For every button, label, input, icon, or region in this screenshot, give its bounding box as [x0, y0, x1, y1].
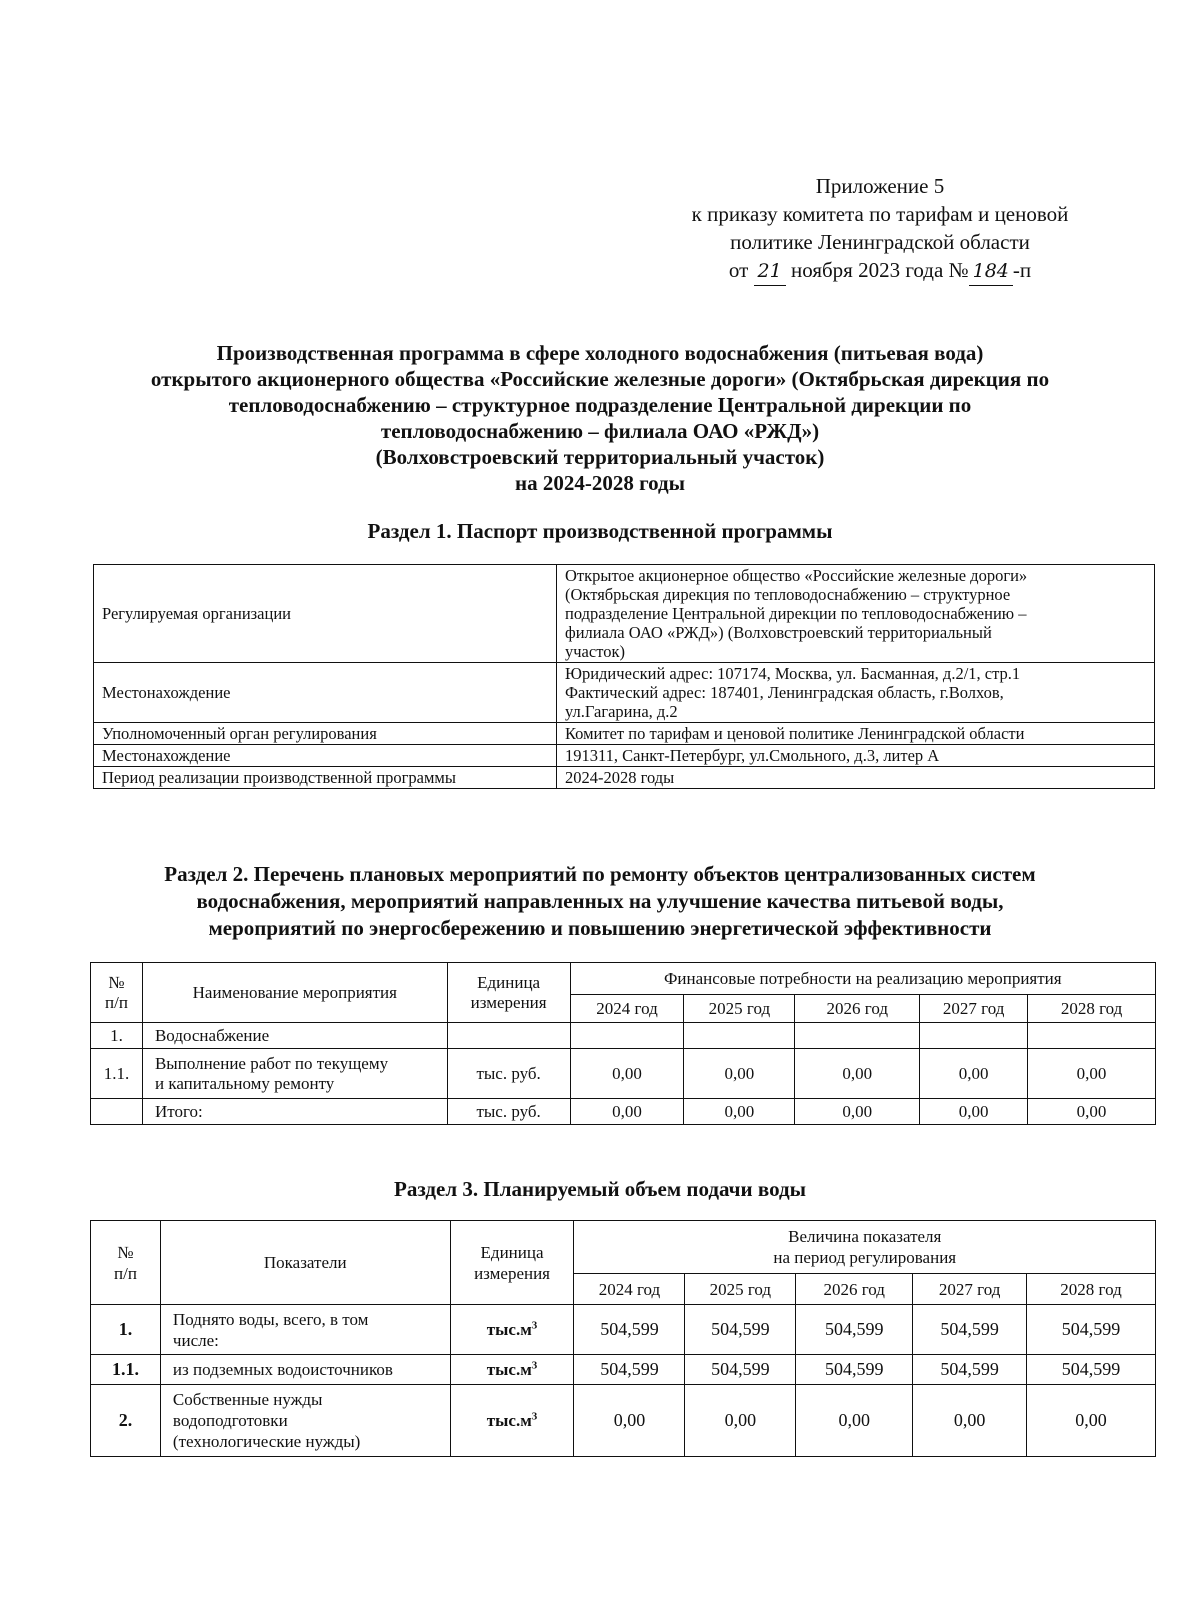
row-unit [450, 1385, 574, 1457]
appendix-line-1: Приложение 5 [815, 174, 945, 198]
row-num: 2. [91, 1385, 161, 1457]
row-value: 504,599 [913, 1305, 1027, 1355]
unit-sup: 3 [531, 1319, 538, 1332]
row-value: 504,599 [685, 1355, 796, 1385]
name-line: водоподготовки [172, 1411, 288, 1430]
header-year: 2025 год [685, 1274, 796, 1305]
header-text: Величина показателя [788, 1227, 942, 1246]
row-value: 0,00 [796, 1385, 913, 1457]
unit-sup: 3 [531, 1359, 538, 1372]
passport-value: Комитет по тарифам и ценовой политике Ленинградской области [557, 723, 1155, 745]
row-value: 0,00 [795, 1099, 920, 1125]
name-line: Выполнение работ по текущему [154, 1053, 389, 1073]
passport-key: Период реализации производственной программы [94, 767, 557, 789]
header-finance: Финансовые потребности на реализацию мероприятия [570, 963, 1155, 995]
header-num [91, 1221, 161, 1305]
row-unit: тыс. руб. [447, 1099, 570, 1125]
header-text: п/п [114, 1263, 137, 1283]
header-name: Наименование мероприятия [142, 963, 447, 1023]
table-row [91, 1099, 1156, 1125]
row-value: 504,599 [1027, 1305, 1156, 1355]
row-value: 0,00 [1028, 1099, 1156, 1125]
passport-table [93, 564, 1155, 789]
header-year: 2026 год [795, 995, 920, 1023]
value-line: Открытое акционерное общество «Российские железные дороги» [565, 566, 1028, 585]
title-line: (Волховстроевский территориальный участок) [375, 445, 825, 469]
row-value [684, 1023, 795, 1049]
name-line: Собственные нужды [172, 1390, 323, 1409]
date-middle: ноября 2023 года № [790, 258, 969, 282]
section2-heading [60, 861, 1140, 942]
appendix-line-2: к приказу комитета по тарифам и ценовой [691, 202, 1069, 226]
row-name: из подземных водоисточников [160, 1355, 450, 1385]
header-year: 2027 год [913, 1274, 1027, 1305]
row-value: 0,00 [684, 1099, 795, 1125]
header-text: п/п [105, 992, 128, 1012]
unit-text: тыс.м [486, 1411, 532, 1430]
row-unit [447, 1023, 570, 1049]
value-line: ул.Гагарина, д.2 [565, 702, 678, 721]
row-value [795, 1023, 920, 1049]
header-text: на период регулирования [773, 1248, 957, 1267]
header-year: 2024 год [574, 1274, 685, 1305]
table-row [94, 745, 1155, 767]
row-value: 0,00 [570, 1049, 684, 1099]
value-line: участок) [565, 642, 625, 661]
table-row [94, 565, 1155, 663]
row-value: 0,00 [795, 1049, 920, 1099]
appendix-date-line [640, 256, 1120, 286]
row-name [142, 1049, 447, 1099]
handwritten-day: 21 [754, 257, 786, 286]
header-value [574, 1221, 1156, 1274]
header-unit [447, 963, 570, 1023]
header-year: 2027 год [920, 995, 1028, 1023]
row-name: Водоснабжение [142, 1023, 447, 1049]
header-name: Показатели [160, 1221, 450, 1305]
handwritten-number: 184 [969, 257, 1013, 286]
row-num [91, 1099, 143, 1125]
table-header-row [91, 963, 1156, 995]
row-value: 504,599 [796, 1305, 913, 1355]
table-row [91, 1355, 1156, 1385]
header-year: 2028 год [1028, 995, 1156, 1023]
table-header-row [91, 1221, 1156, 1274]
name-line: Поднято воды, всего, в том [172, 1309, 369, 1329]
row-name: Итого: [142, 1099, 447, 1125]
row-value [920, 1023, 1028, 1049]
row-num: 1. [91, 1305, 161, 1355]
section3-heading: Раздел 3. Планируемый объем подачи воды [394, 1177, 806, 1201]
passport-value [557, 663, 1155, 723]
passport-key: Местонахождение [94, 745, 557, 767]
header-text: № [108, 972, 125, 992]
row-value: 504,599 [574, 1355, 685, 1385]
passport-key: Регулируемая организации [94, 565, 557, 663]
row-num: 1.1. [91, 1355, 161, 1385]
row-value: 0,00 [1027, 1385, 1156, 1457]
water-supply-table [90, 1220, 1156, 1457]
heading-line: мероприятий по энергосбережению и повышению энергетической эффективности [208, 916, 992, 940]
passport-key: Уполномоченный орган регулирования [94, 723, 557, 745]
passport-value: 191311, Санкт-Петербург, ул.Смольного, д.3, литер А [557, 745, 1155, 767]
passport-value: 2024-2028 годы [557, 767, 1155, 789]
row-value: 0,00 [913, 1385, 1027, 1457]
value-line: подразделение Центральной дирекции по тепловодоснабжению – [565, 604, 1027, 623]
table-row [91, 1305, 1156, 1355]
header-year: 2028 год [1027, 1274, 1156, 1305]
header-year: 2025 год [684, 995, 795, 1023]
value-line: (Октябрьская дирекция по тепловодоснабжению – структурное [565, 585, 1011, 604]
heading-line: водоснабжения, мероприятий направленных на улучшение качества питьевой воды, [196, 889, 1004, 913]
header-text: измерения [474, 1263, 550, 1283]
table-row [94, 767, 1155, 789]
title-line: на 2024-2028 годы [514, 471, 686, 495]
row-unit [450, 1355, 574, 1385]
title-line: Производственная программа в сфере холодного водоснабжения (питьевая вода) [216, 341, 984, 365]
value-line: филиала ОАО «РЖД») (Волховстроевский территориальный [565, 623, 992, 642]
row-name [160, 1385, 450, 1457]
table-row [94, 723, 1155, 745]
header-text: измерения [470, 992, 547, 1012]
row-num: 1. [91, 1023, 143, 1049]
title-line: тепловодоснабжению – структурное подразделение Центральной дирекции по [228, 393, 972, 417]
header-year: 2024 год [570, 995, 684, 1023]
heading-line: Раздел 2. Перечень плановых мероприятий по ремонту объектов централизованных систем [164, 862, 1036, 886]
row-value: 0,00 [570, 1099, 684, 1125]
title-line: тепловодоснабжению – филиала ОАО «РЖД») [380, 419, 820, 443]
row-value: 504,599 [1027, 1355, 1156, 1385]
title-line: открытого акционерного общества «Российские железные дороги» (Октябрьская дирекция по [150, 367, 1050, 391]
row-value: 0,00 [684, 1049, 795, 1099]
row-value: 504,599 [913, 1355, 1027, 1385]
header-text: Единица [480, 1242, 544, 1262]
row-value [570, 1023, 684, 1049]
section1-heading: Раздел 1. Паспорт производственной программы [367, 519, 833, 543]
document-title [60, 340, 1140, 496]
table-row [91, 1023, 1156, 1049]
table-row [91, 1385, 1156, 1457]
row-value: 0,00 [920, 1099, 1028, 1125]
number-suffix: -п [1012, 258, 1032, 282]
passport-value [557, 565, 1155, 663]
appendix-header [640, 172, 1120, 286]
value-line: Фактический адрес: 187401, Ленинградская область, г.Волхов, [565, 683, 1004, 702]
header-unit [450, 1221, 574, 1305]
value-line: Юридический адрес: 107174, Москва, ул. Басманная, д.2/1, стр.1 [565, 664, 1021, 683]
unit-text: тыс.м [486, 1360, 532, 1379]
row-value: 0,00 [574, 1385, 685, 1457]
row-value: 0,00 [685, 1385, 796, 1457]
unit-sup: 3 [531, 1410, 538, 1423]
date-prefix: от [728, 258, 749, 282]
name-line: (технологические нужды) [172, 1432, 361, 1451]
name-line: и капитальному ремонту [154, 1073, 335, 1093]
row-value: 0,00 [1028, 1049, 1156, 1099]
row-value [1028, 1023, 1156, 1049]
row-num: 1.1. [91, 1049, 143, 1099]
name-line: числе: [172, 1330, 219, 1350]
row-value: 0,00 [920, 1049, 1028, 1099]
measures-table [90, 962, 1156, 1125]
row-name [160, 1305, 450, 1355]
appendix-line-3: политике Ленинградской области [730, 230, 1030, 254]
unit-text: тыс.м [486, 1320, 532, 1339]
row-unit: тыс. руб. [447, 1049, 570, 1099]
header-text: Единица [477, 972, 541, 992]
header-text: № [117, 1242, 134, 1262]
header-num [91, 963, 143, 1023]
table-row [94, 663, 1155, 723]
row-unit [450, 1305, 574, 1355]
header-year: 2026 год [796, 1274, 913, 1305]
passport-key: Местонахождение [94, 663, 557, 723]
table-row [91, 1049, 1156, 1099]
row-value: 504,599 [796, 1355, 913, 1385]
row-value: 504,599 [685, 1305, 796, 1355]
row-value: 504,599 [574, 1305, 685, 1355]
